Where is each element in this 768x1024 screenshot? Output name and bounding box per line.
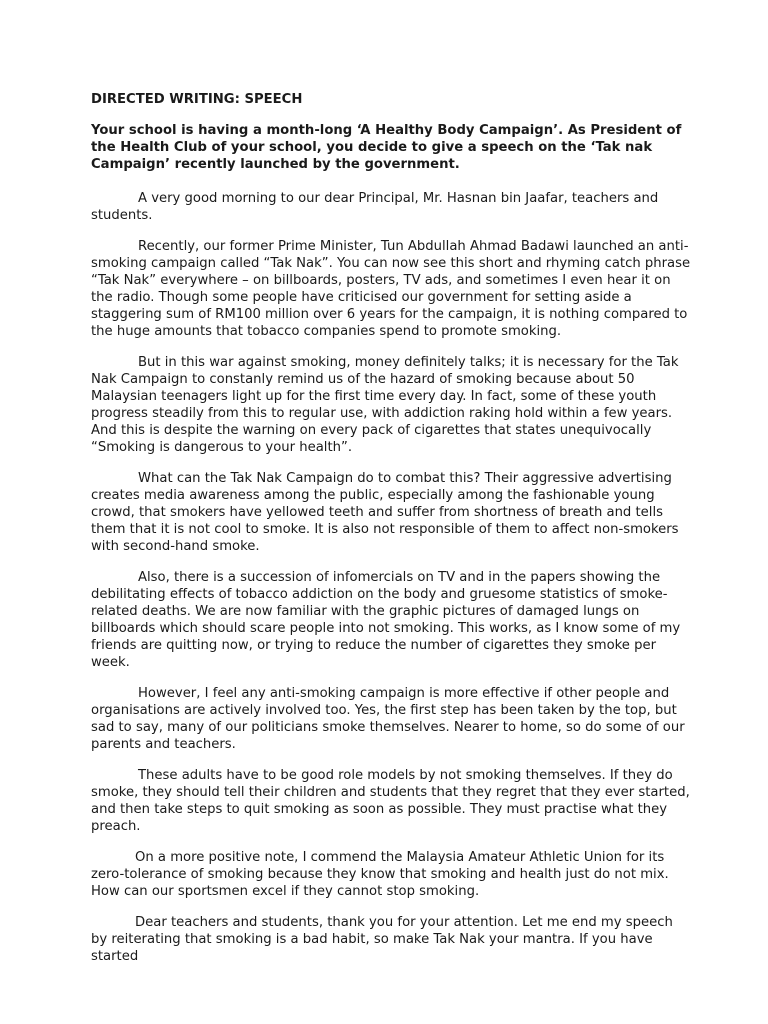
paragraph-campaign-launch: Recently, our former Prime Minister, Tun Abdullah Ahmad Badawi launched an anti-smoking campaign called “Tak Nak”. You can now see this short and rhyming catch phrase “Tak Nak” everywhere – on billboards, posters, TV ads, and sometimes I even hear it on the radio. Though some people have criticised our government for setting aside a staggering sum of RM100 million over 6 years for the campaign, it is nothing compared to the huge amounts that tobacco companies spend to promote smoking.: [91, 239, 691, 339]
document-body: [91, 91, 691, 979]
document-heading: DIRECTED WRITING: SPEECH: [91, 92, 303, 107]
paragraph-role-models: These adults have to be good role models by not smoking themselves. If they do smoke, they should tell their children and students that they regret that they ever started, and then take steps to quit smoking as soon as possible. They must practise what they preach.: [91, 768, 690, 834]
paragraph-positive-note: On a more positive note, I commend the Malaysia Amateur Athletic Union for its zero-tolerance of smoking because they know that smoking and health just do not mix. How can our sportsmen excel if they cannot stop smoking.: [91, 850, 669, 899]
paragraph-involvement: However, I feel any anti-smoking campaign is more effective if other people and organisations are actively involved too. Yes, the first step has been taken by the top, but sad to say, many of our politicians smoke themselves. Nearer to home, so do some of our parents and teachers.: [91, 686, 685, 752]
writing-prompt: Your school is having a month-long ‘A Healthy Body Campaign’. As President of the Health Club of your school, you decide to give a speech on the ‘Tak nak Campaign’ recently launched by the government.: [91, 123, 682, 172]
paragraph-advertising: What can the Tak Nak Campaign do to combat this? Their aggressive advertising creates media awareness among the public, especially among the fashionable young crowd, that smokers have yellowed teeth and suffer from shortness of breath and tells them that it is not cool to smoke. It is also not responsible of them to affect non-smokers with second-hand smoke.: [91, 471, 679, 554]
paragraph-greeting: A very good morning to our dear Principal, Mr. Hasnan bin Jaafar, teachers and students.: [91, 191, 659, 223]
paragraph-war-against-smoking: But in this war against smoking, money definitely talks; it is necessary for the Tak Nak Campaign to constanly remind us of the hazard of smoking because about 50 Malaysian teenagers light up for the first time every day. In fact, some of these youth progress steadily from this to regular use, with addiction raking hold within a few years. And this is despite the warning on every pack of cigarettes that states unequivocally “Smoking is dangerous to your health”.: [91, 355, 679, 455]
paragraph-closing: Dear teachers and students, thank you for your attention. Let me end my speech by reiterating that smoking is a bad habit, so make Tak Nak your mantra. If you have started: [91, 915, 673, 964]
paragraph-infomercials: Also, there is a succession of infomercials on TV and in the papers showing the debilitating effects of tobacco addiction on the body and gruesome statistics of smoke-related deaths. We are now familiar with the graphic pictures of damaged lungs on billboards which should scare people into not smoking. This works, as I know some of my friends are quitting now, or trying to reduce the number of cigarettes they smoke per week.: [91, 570, 681, 670]
